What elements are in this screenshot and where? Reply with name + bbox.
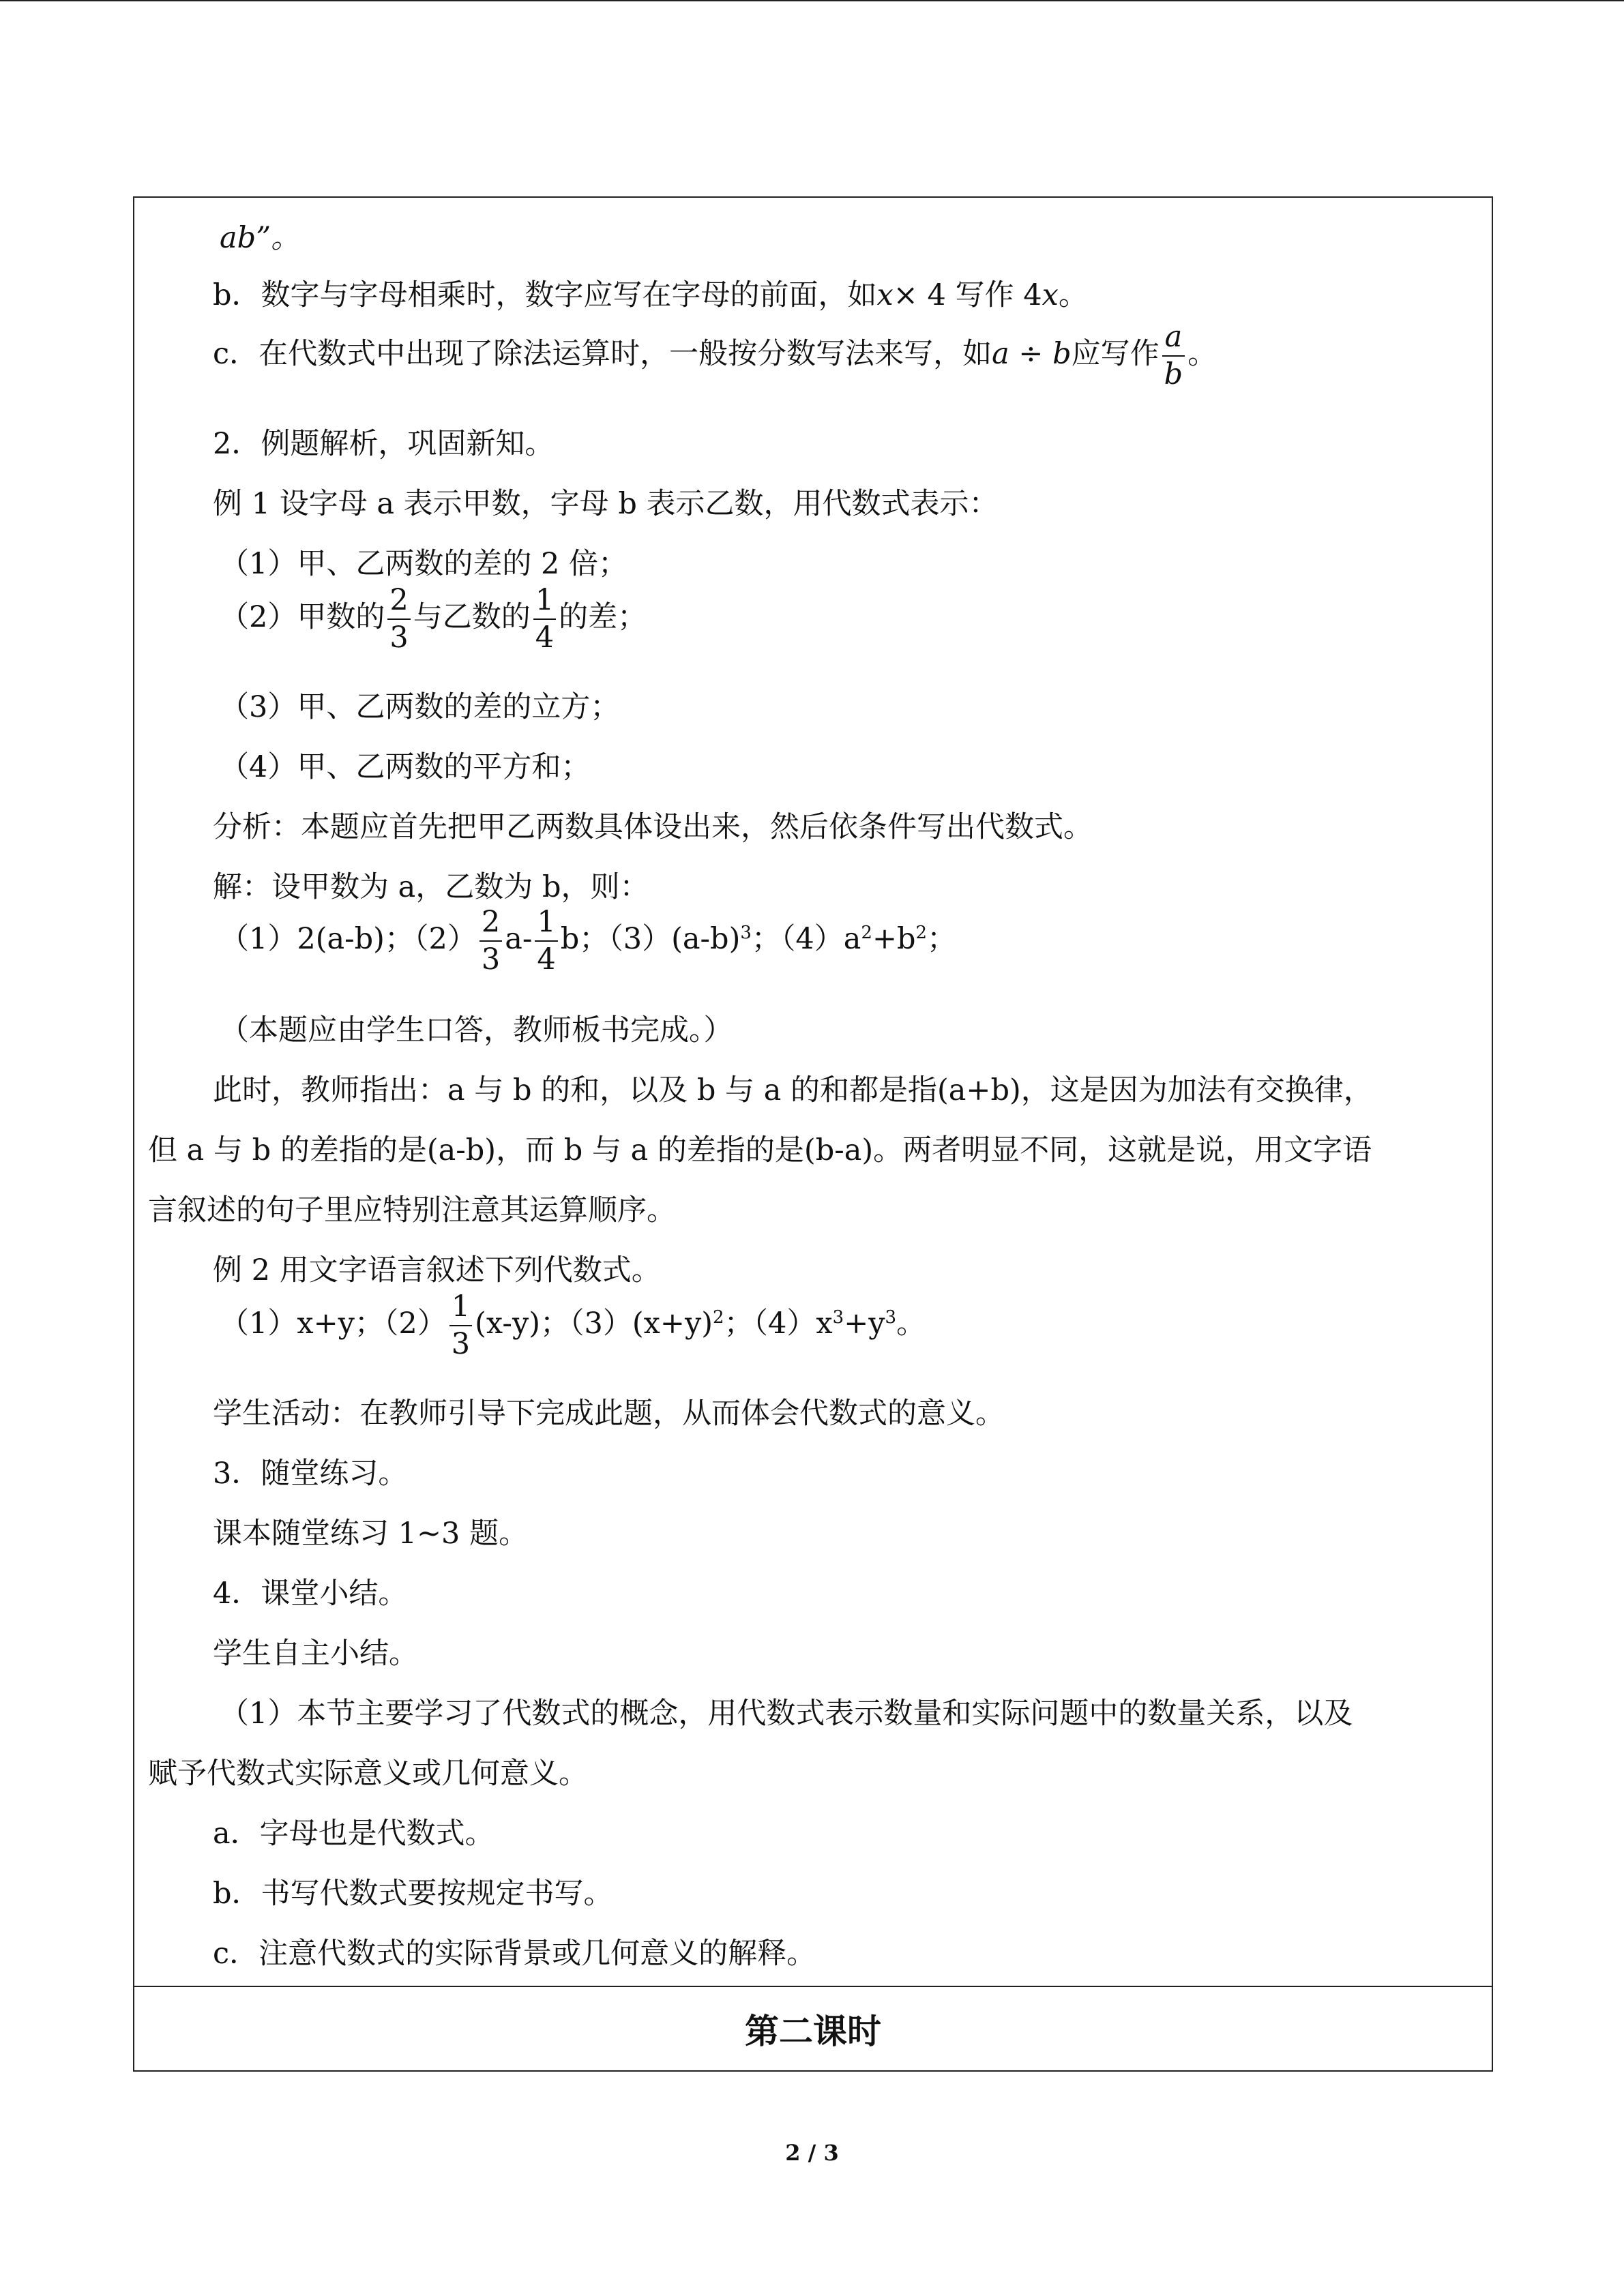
text-line: 3．随堂练习。 <box>213 1457 408 1491</box>
text-line: c．在代数式中出现了除法运算时，一般按分数写法来写，如a ÷ b应写作 $\frac{a}{b}$ 。 <box>213 320 1217 392</box>
text-line: 分析：本题应首先把甲乙两数具体设出来，然后依条件写出代数式。 <box>213 810 1093 844</box>
text-line: 此时，教师指出：a 与 b 的和，以及 b 与 a 的和都是指(a+b)，这是因为加法有交换律， <box>213 1073 1373 1107</box>
content-cell <box>134 198 1492 1986</box>
text-line: b．数字与字母相乘时，数字应写在字母的前面，如x× 4 写作 4x。 <box>213 278 1088 312</box>
text-line: 但 a 与 b 的差指的是(a-b)，而 b 与 a 的差指的是(b-a)。两者明显不同，这就是说，用文字语 <box>148 1133 1372 1167</box>
text-line: （1）本节主要学习了代数式的概念，用代数式表示数量和实际问题中的数量关系，以及 <box>220 1697 1353 1731</box>
text-line: （4）甲、乙两数的平方和； <box>220 750 591 784</box>
text-line: 解：设甲数为 a，乙数为 b，则： <box>213 870 649 904</box>
text-line: （3）甲、乙两数的差的立方； <box>220 690 620 724</box>
text-line: （本题应由学生口答，教师板书完成。） <box>220 1013 733 1047</box>
text-line: 学生活动：在教师引导下完成此题，从而体会代数式的意义。 <box>213 1397 1005 1431</box>
text-line: 课本随堂练习 1~3 题。 <box>213 1517 529 1551</box>
fraction: $\frac{2}{3}$ <box>479 907 502 975</box>
fraction: $\frac{a}{b}$ <box>1162 322 1185 390</box>
text-line: （1）2(a-b)；（2） $\frac{2}{3}$ a- $\frac{1}{4}$ b；$(3)(a-b)^3$；$(4)a^2+b^2$； <box>220 905 957 977</box>
lesson-table <box>133 196 1493 2072</box>
text-line: 4．课堂小结。 <box>213 1577 408 1611</box>
fraction: $\frac{2}{3}$ <box>387 585 410 653</box>
section-title: 第二课时 <box>745 2012 881 2051</box>
text-line: 学生自主小结。 <box>213 1637 418 1671</box>
text-line: 赋予代数式实际意义或几何意义。 <box>148 1757 588 1791</box>
text-line: a．字母也是代数式。 <box>213 1817 494 1851</box>
fraction: $\frac{1}{4}$ <box>533 585 556 653</box>
fraction: $\frac{1}{3}$ <box>449 1292 472 1360</box>
text-line: 2．例题解析，巩固新知。 <box>213 427 555 461</box>
text-line: （1）甲、乙两数的差的 2 倍； <box>220 547 628 581</box>
section-title-cell <box>134 1987 1492 2070</box>
text-line: （1）x+y；（2） $\frac{1}{3}$ (x-y)；$(3)(x+y)^2$；$(4)x^3+y^3$。 <box>220 1289 926 1362</box>
text-line: 例 2 用文字语言叙述下列代数式。 <box>213 1253 661 1287</box>
text-line: 言叙述的句子里应特别注意其运算顺序。 <box>148 1193 676 1227</box>
text-line: ab”。 <box>220 221 301 255</box>
page-number: 2 / 3 <box>785 2140 839 2166</box>
text-line: 例 1 设字母 a 表示甲数，字母 b 表示乙数，用代数式表示： <box>213 487 999 521</box>
page-top-edge <box>0 0 1624 1</box>
text-line: c．注意代数式的实际背景或几何意义的解释。 <box>213 1937 816 1971</box>
text-line: b．书写代数式要按规定书写。 <box>213 1877 613 1911</box>
fraction: $\frac{1}{4}$ <box>535 907 557 975</box>
text-line: （2）甲数的 $\frac{2}{3}$ 与乙数的 $\frac{1}{4}$ 的差； <box>220 583 647 655</box>
